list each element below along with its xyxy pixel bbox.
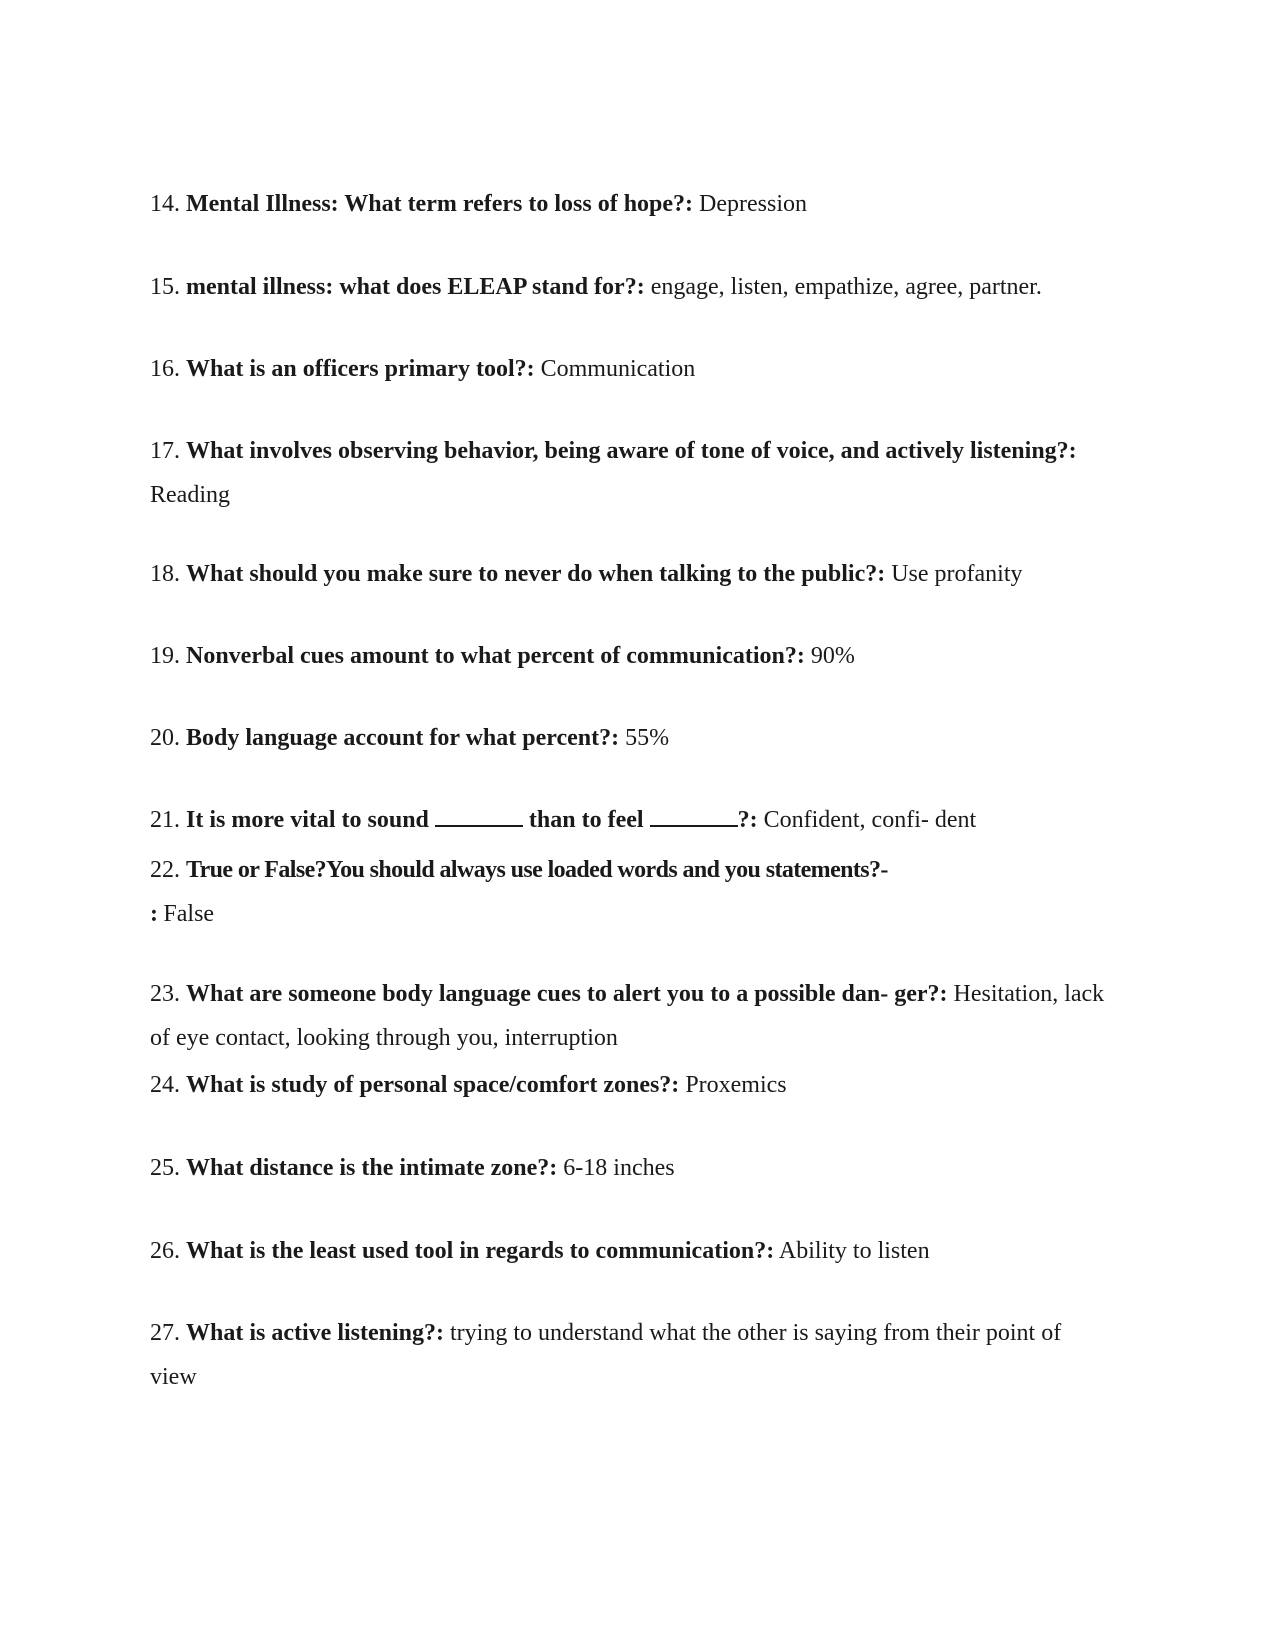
item-number: 16. bbox=[150, 356, 180, 382]
answer: 90% bbox=[810, 643, 855, 669]
question-part-1: It is more vital to sound bbox=[186, 807, 429, 833]
question: What involves observing behavior, being aware of tone of voice, and actively listening?: bbox=[186, 438, 1077, 464]
question: What is active listening?: bbox=[186, 1320, 444, 1346]
answer: Communication bbox=[540, 356, 696, 382]
item-number: 26. bbox=[150, 1238, 180, 1264]
item-number: 19. bbox=[150, 643, 180, 669]
answer: False bbox=[163, 901, 215, 927]
question: What is study of personal space/comfort zones?: bbox=[186, 1072, 680, 1098]
qa-item-15 bbox=[150, 265, 1110, 309]
question: Body language account for what percent?: bbox=[186, 725, 620, 751]
fill-in-blank bbox=[650, 807, 738, 827]
item-number: 25. bbox=[150, 1155, 180, 1181]
qa-item-17 bbox=[150, 429, 1110, 517]
qa-item-24 bbox=[150, 1063, 1110, 1107]
answer: 55% bbox=[625, 725, 670, 751]
item-number: 14. bbox=[150, 191, 180, 217]
answer: Proxemics bbox=[685, 1072, 787, 1098]
item-number: 24. bbox=[150, 1072, 180, 1098]
item-number: 21. bbox=[150, 807, 180, 833]
question: mental illness: what does ELEAP stand for?: bbox=[186, 274, 645, 300]
question: What is an officers primary tool?: bbox=[186, 356, 535, 382]
answer: engage, listen, empathize, agree, partner. bbox=[650, 274, 1042, 300]
item-number: 20. bbox=[150, 725, 180, 751]
item-number: 22. bbox=[150, 857, 180, 883]
qa-item-18 bbox=[150, 552, 1110, 596]
qa-item-21 bbox=[150, 798, 1110, 842]
question-suffix: : bbox=[150, 901, 158, 927]
answer: Confident, confi- dent bbox=[763, 807, 977, 833]
answer: Ability to listen bbox=[778, 1238, 930, 1264]
item-number: 23. bbox=[150, 981, 180, 1007]
qa-item-16 bbox=[150, 347, 1110, 391]
question: What are someone body language cues to alert you to a possible dan- ger?: bbox=[186, 981, 948, 1007]
qa-item-20 bbox=[150, 716, 1110, 760]
item-number: 17. bbox=[150, 438, 180, 464]
qa-item-23 bbox=[150, 972, 1110, 1060]
item-number: 27. bbox=[150, 1320, 180, 1346]
qa-item-14 bbox=[150, 182, 1110, 226]
answer: trying to understand what the other is saying from their point of view bbox=[150, 1320, 1062, 1390]
qa-item-26 bbox=[150, 1229, 1110, 1273]
item-number: 18. bbox=[150, 561, 180, 587]
answer: Depression bbox=[699, 191, 808, 217]
answer: Reading bbox=[150, 482, 230, 508]
qa-item-25 bbox=[150, 1146, 1110, 1190]
question: Nonverbal cues amount to what percent of communication?: bbox=[186, 643, 805, 669]
qa-item-22 bbox=[150, 848, 1110, 936]
question: Mental Illness: What term refers to loss of hope?: bbox=[186, 191, 694, 217]
fill-in-blank bbox=[435, 807, 523, 827]
qa-item-27 bbox=[150, 1311, 1110, 1399]
question: What distance is the intimate zone?: bbox=[186, 1155, 558, 1181]
qa-item-19 bbox=[150, 634, 1110, 678]
question: True or False?You should always use loaded words and you statements?- bbox=[186, 857, 888, 883]
question-part-3: ?: bbox=[737, 807, 758, 833]
answer: Hesitation, lack of eye contact, looking through you, interruption bbox=[150, 981, 1105, 1051]
answer: Use profanity bbox=[891, 561, 1023, 587]
question-part-2: than to feel bbox=[528, 807, 644, 833]
question: What should you make sure to never do when talking to the public?: bbox=[186, 561, 886, 587]
answer: 6-18 inches bbox=[563, 1155, 675, 1181]
question: What is the least used tool in regards to communication?: bbox=[186, 1238, 775, 1264]
item-number: 15. bbox=[150, 274, 180, 300]
